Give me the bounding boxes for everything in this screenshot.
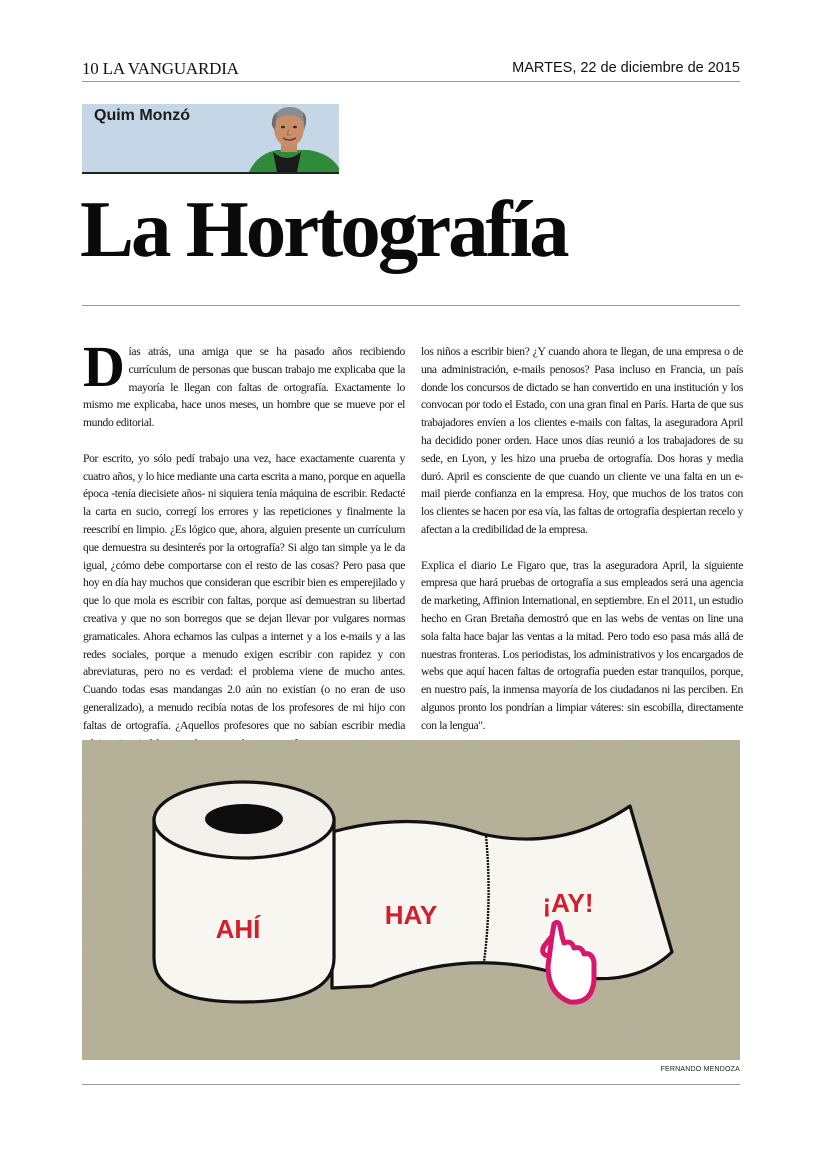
word-hay: HAY [384, 900, 438, 930]
author-photo [247, 104, 339, 172]
issue-date: MARTES, 22 de diciembre de 2015 [512, 60, 740, 76]
drop-cap: D [83, 334, 125, 399]
paragraph: Explica el diario Le Figaro que, tras la aseguradora April, la siguiente empresa que hará pruebas de ortografía a sus empleados será una agencia de marketing, Affinion International, en septiembre. En el 2011, un estudio hecho en Gran Bretaña demostró que en las webs de ventas on line una sola falta hace bajar las ventas a la mitad. Pero todo eso pasa más allá de nuestras fronteras. Los periodistas, los administrativos y los encargados de webs que aquí hacen faltas de ortografía pueden estar tranquilos, porque, en nuestro país, la inmensa mayoría de los ciudadanos ni las perciben. En algunos pronto los pondrían a limpiar váteres: sin escobilla, directamente con la lengua". [421, 558, 743, 732]
toilet-roll-drawing [82, 740, 740, 1060]
footer-rule [82, 1084, 740, 1085]
roll-core-hole [205, 804, 283, 834]
author-box [82, 104, 339, 172]
page-number: 10 [82, 59, 99, 78]
word-ahi: AHÍ [215, 914, 261, 944]
paragraph: los niños a escribir bien? ¿Y cuando ahora te llegan, de una empresa o de una administración, e-mails penosos? Pasa incluso en Francia, un país donde los concursos de dictado se han convertido en una institución y los convocan por todo el Estado, con una gran final en París. Harta de que sus trabajadores envíen a los clientes e-mails con faltas, la aseguradora April ha decidido poner orden. Hace unos días reunió a los trabajadores de su sede, en Lyon, y les hizo una prueba de ortografía. Dos horas y media duró. April es consciente de que cuando un cliente ve una falta en un e-mail pierde confianza en la empresa. Hoy, que muchos de los tratos con los clientes se hacen por esa vía, las faltas de ortografía despiertan recelo y afectan a la credibilidad de la empresa. [421, 345, 743, 536]
article-column-left [83, 334, 405, 752]
author-underline [82, 172, 339, 174]
masthead-rule [82, 81, 740, 82]
paragraph: Por escrito, yo sólo pedí trabajo una vez, hace exactamente cuarenta y cuatro años, y lo hice mediante una carta escrita a mano, porque en aquella época -tenía diecisiete años- ni siquiera tenía máquina de escribir. Redacté la carta en sucio, corregí los errores y las repeticiones y finalmente la reescribí en limpio. ¿Es lógico que, ahora, alguien presente un currículum que demuestra su desinterés por la ortografía? Si algo tan simple ya le da igual, ¿cómo debe comportarse con el resto de las cosas? Pero pasa que hoy en día hay muchos que consideran que escribir bien es emperejilado y que lo que mola es escribir con faltas, porque así demuestran su libertad creativa y que no son borregos que se dejan llevar por vulgares normas gramaticales. Ahora echamos las culpas a internet y a los e-mails y a las redes sociales, porque a menudo exigen escribir con rapidez y con abreviaturas, pero no es verdad: el problema viene de mucho antes. Cuando todas esas mandangas 2.0 aún no existían (o no eran de uso generalizado), a menudo recibía notas de los profesores de mi hijo con faltas de ortografía. ¿Aquellos profesores que no sabían escribir media [83, 451, 405, 732]
masthead [82, 58, 740, 80]
author-name: Quim Monzó [94, 107, 190, 124]
newspaper-name: LA VANGUARDIA [102, 59, 239, 78]
masthead-left [82, 59, 239, 79]
paragraph [83, 334, 405, 432]
article-title: La Hortografía [80, 184, 567, 274]
illustration-credit: FERNANDO MENDOZA [660, 1066, 740, 1073]
cartoon-illustration [82, 740, 740, 1060]
article-column-right [421, 343, 743, 735]
paragraph-text: ías atrás, una amiga que se ha pasado años recibiendo currículum de personas que buscan trabajo me explicaba que la mayoría le llegan con faltas de ortografía. Exactamente lo mismo me explicaba, hace unos meses, un hombre que se mueve por el mundo editorial. [83, 345, 405, 430]
headline-rule [82, 305, 740, 306]
word-ay: ¡AY! [542, 888, 594, 918]
